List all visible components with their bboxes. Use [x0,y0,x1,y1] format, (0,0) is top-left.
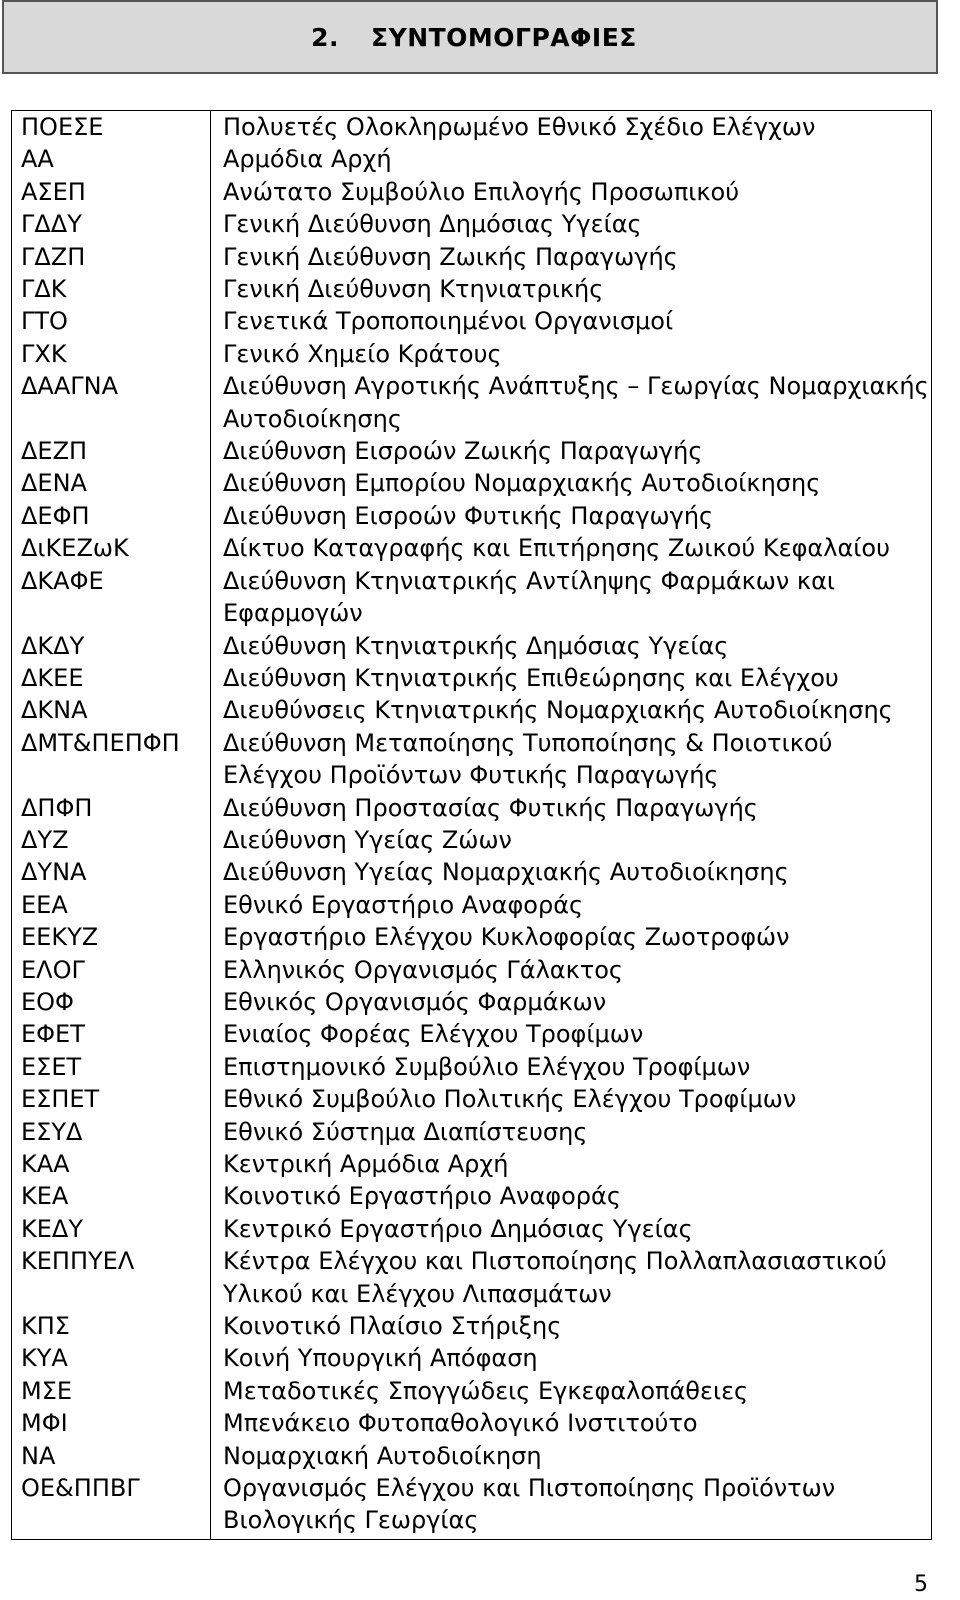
meaning-cell [211,1116,932,1148]
meaning-cell [211,500,932,532]
meaning-cell [211,273,932,305]
table-row [12,565,932,630]
abbreviation-text: ΑΑ [21,145,54,174]
meaning-text: Διεύθυνση Κτηνιατρικής Επιθεώρησης και Ελέγχου [223,663,839,692]
table-row [12,435,932,467]
table-row [12,1213,932,1245]
abbreviation-cell [12,338,211,370]
meaning-cell [211,1018,932,1050]
abbreviation-text: ΜΣΕ [21,1376,73,1405]
abbreviation-cell [12,305,211,337]
table-row [12,273,932,305]
meaning-text: Διεύθυνση Κτηνιατρικής Δημόσιας Υγείας [223,631,729,660]
meaning-text: Κοινοτικό Πλαίσιο Στήριξης [223,1312,562,1341]
meaning-cell [211,986,932,1018]
abbreviation-cell [12,727,211,792]
meaning-text: Διευθύνσεις Κτηνιατρικής Νομαρχιακής Αυτοδιοίκησης [223,696,893,725]
meaning-cell [211,1440,932,1472]
abbreviation-text: ΚΕΔΥ [21,1214,83,1243]
abbreviation-cell [12,565,211,630]
abbreviation-cell [12,889,211,921]
abbreviation-cell [12,1083,211,1115]
table-row [12,630,932,662]
table-row [12,500,932,532]
table-row [12,1245,932,1310]
meaning-cell [211,176,932,208]
meaning-text: Διεύθυνση Αγροτικής Ανάπτυξης – Γεωργίας Νομαρχιακής Αυτοδιοίκησης [223,372,929,433]
meaning-text: Διεύθυνση Υγείας Ζώων [223,825,512,854]
meaning-cell [211,370,932,435]
table-row [12,1375,932,1407]
table-row [12,954,932,986]
abbreviation-cell [12,694,211,726]
abbreviation-cell [12,176,211,208]
abbreviation-cell [12,856,211,888]
meaning-cell [211,1213,932,1245]
meaning-text: Εθνικό Συμβούλιο Πολιτικής Ελέγχου Τροφίμων [223,1085,797,1114]
meaning-cell [211,1083,932,1115]
table-row [12,856,932,888]
abbreviation-text: ΔΚΔΥ [21,631,85,660]
abbreviation-text: ΔΚΕΕ [21,663,84,692]
meaning-cell [211,241,932,273]
abbreviation-cell [12,208,211,240]
meaning-cell [211,856,932,888]
meaning-cell [211,111,932,144]
abbreviation-cell [12,1116,211,1148]
meaning-text: Κέντρα Ελέγχου και Πιστοποίησης Πολλαπλασιαστικού Υλικού και Ελέγχου Λιπασμάτων [223,1247,887,1308]
abbreviation-text: ΔΑΑΓΝΑ [21,372,118,401]
abbreviation-cell [12,1375,211,1407]
abbreviation-cell [12,1310,211,1342]
table-row [12,694,932,726]
table-row [12,1148,932,1180]
abbreviation-cell [12,1213,211,1245]
section-title: ΣΥΝΤΟΜΟΓΡΑΦΙΕΣ [371,22,637,52]
page-number: 5 [914,1572,928,1597]
abbreviation-cell [12,986,211,1018]
meaning-cell [211,435,932,467]
meaning-text: Διεύθυνση Εισροών Ζωικής Παραγωγής [223,437,703,466]
abbreviations-table-body [12,111,932,1540]
abbreviation-cell [12,1051,211,1083]
meaning-cell [211,889,932,921]
meaning-text: Εθνικός Οργανισμός Φαρμάκων [223,987,607,1016]
meaning-cell [211,954,932,986]
table-row [12,824,932,856]
meaning-cell [211,694,932,726]
abbreviation-cell [12,241,211,273]
abbreviation-text: ΓΔΖΠ [21,242,86,271]
meaning-cell [211,143,932,175]
meaning-text: Νομαρχιακή Αυτοδιοίκηση [223,1441,542,1470]
meaning-text: Διεύθυνση Μεταποίησης Τυποποίησης & Ποιοτικού Ελέγχου Προϊόντων Φυτικής Παραγωγής [223,728,833,790]
meaning-text: Αρμόδια Αρχή [223,145,392,174]
meaning-text: Γενική Διεύθυνση Κτηνιατρικής [223,275,604,304]
table-row [12,1440,932,1472]
meaning-text: Γενική Διεύθυνση Ζωικής Παραγωγής [223,242,678,271]
table-row [12,1018,932,1050]
abbreviations-table [11,110,932,1540]
meaning-text: Επιστημονικό Συμβούλιο Ελέγχου Τροφίμων [223,1052,751,1081]
abbreviation-text: ΕΣΕΤ [21,1052,82,1081]
abbreviation-text: ΚΕΑ [21,1182,69,1211]
meaning-cell [211,1148,932,1180]
abbreviation-text: ΚΠΣ [21,1312,70,1341]
meaning-text: Γενετικά Τροποποιημένοι Οργανισμοί [223,307,674,336]
table-row [12,532,932,564]
abbreviation-cell [12,921,211,953]
abbreviation-text: ΔΕΝΑ [21,469,87,498]
table-row [12,305,932,337]
abbreviation-cell [12,954,211,986]
abbreviation-cell [12,1342,211,1374]
meaning-text: Εθνικό Εργαστήριο Αναφοράς [223,890,584,919]
meaning-cell [211,1180,932,1212]
meaning-cell [211,662,932,694]
table-row [12,1310,932,1342]
abbreviation-cell [12,792,211,824]
meaning-cell [211,338,932,370]
meaning-text: Μπενάκειο Φυτοπαθολογικό Ινστιτούτο [223,1409,698,1438]
meaning-text: Κεντρική Αρμόδια Αρχή [223,1150,509,1178]
abbreviation-text: ΓΔΚ [21,275,67,304]
abbreviation-cell [12,1440,211,1472]
abbreviation-cell [12,1148,211,1180]
abbreviation-text: ΔΕΖΠ [21,437,88,466]
meaning-text: Μεταδοτικές Σπογγώδεις Εγκεφαλοπάθειες [223,1376,749,1405]
table-row [12,792,932,824]
meaning-text: Διεύθυνση Εισροών Φυτικής Παραγωγής [223,501,714,530]
table-row [12,143,932,175]
abbreviation-text: ΕΕΚΥΖ [21,923,99,952]
meaning-text: Ελληνικός Οργανισμός Γάλακτος [223,955,623,984]
table-row [12,1472,932,1539]
abbreviation-text: ΠΟΕΣΕ [21,113,104,141]
meaning-cell [211,305,932,337]
meaning-text: Εθνικό Σύστημα Διαπίστευσης [223,1117,588,1146]
abbreviation-text: ΟΕ&ΠΠΒΓ [21,1474,140,1503]
table-row [12,241,932,273]
meaning-cell [211,630,932,662]
meaning-cell [211,1342,932,1374]
abbreviation-cell [12,824,211,856]
abbreviation-text: ΔΥΝΑ [21,858,87,887]
abbreviation-text: ΝΑ [21,1441,56,1470]
abbreviation-cell [12,111,211,144]
table-row [12,176,932,208]
table-row [12,338,932,370]
meaning-cell [211,532,932,564]
abbreviation-text: ΓΧΚ [21,339,67,368]
table-row [12,1407,932,1439]
abbreviation-text: ΚΑΑ [21,1150,70,1178]
meaning-text: Διεύθυνση Προστασίας Φυτικής Παραγωγής [223,793,758,822]
meaning-cell [211,792,932,824]
meaning-cell [211,1051,932,1083]
abbreviation-cell [12,273,211,305]
abbreviation-text: ΔΚΑΦΕ [21,566,104,595]
meaning-text: Δίκτυο Καταγραφής και Επιτήρησης Ζωικού Κεφαλαίου [223,534,890,563]
section-heading [2,0,938,74]
meaning-cell [211,824,932,856]
table-row [12,1051,932,1083]
meaning-cell [211,1375,932,1407]
table-row [12,111,932,144]
meaning-cell [211,921,932,953]
abbreviation-text: ΔΥΖ [21,825,69,854]
abbreviation-text: ΕΣΠΕΤ [21,1085,100,1114]
section-heading-text [303,23,637,52]
abbreviation-cell [12,630,211,662]
meaning-cell [211,1472,932,1539]
abbreviation-cell [12,1472,211,1539]
meaning-cell [211,1245,932,1310]
table-row [12,921,932,953]
abbreviation-text: ΔΕΦΠ [21,501,90,530]
abbreviation-text: ΔιΚΕΖωΚ [21,534,129,563]
abbreviation-text: ΑΣΕΠ [21,177,86,206]
abbreviation-text: ΔΚΝΑ [21,696,88,725]
abbreviation-text: ΕΕΑ [21,890,68,919]
abbreviation-cell [12,532,211,564]
table-row [12,1342,932,1374]
meaning-text: Ανώτατο Συμβούλιο Επιλογής Προσωπικού [223,177,740,206]
table-row [12,1116,932,1148]
abbreviation-cell [12,1018,211,1050]
meaning-cell [211,467,932,499]
meaning-text: Κοινή Υπουργική Απόφαση [223,1344,538,1373]
abbreviation-text: ΓΤΟ [21,307,68,336]
meaning-text: Γενικό Χημείο Κράτους [223,339,502,368]
table-row [12,1083,932,1115]
abbreviation-cell [12,1245,211,1310]
meaning-text: Πολυετές Ολοκληρωμένο Εθνικό Σχέδιο Ελέγχων [223,113,816,141]
meaning-text: Εργαστήριο Ελέγχου Κυκλοφορίας Ζωοτροφών [223,923,790,952]
abbreviation-cell [12,467,211,499]
abbreviation-text: ΕΣΥΔ [21,1117,83,1146]
table-row [12,208,932,240]
meaning-cell [211,1407,932,1439]
abbreviation-cell [12,662,211,694]
abbreviation-text: ΚΥΑ [21,1344,68,1373]
abbreviation-cell [12,500,211,532]
abbreviation-text: ΕΦΕΤ [21,1020,85,1049]
abbreviation-text: ΜΦΙ [21,1409,68,1438]
abbreviation-text: ΚΕΠΠΥΕΛ [21,1247,135,1276]
abbreviation-text: ΓΔΔΥ [21,210,82,239]
table-row [12,1180,932,1212]
meaning-text: Οργανισμός Ελέγχου και Πιστοποίησης Προϊόντων Βιολογικής Γεωργίας [223,1474,836,1535]
abbreviation-cell [12,1407,211,1439]
table-row [12,986,932,1018]
abbreviation-cell [12,143,211,175]
table-row [12,889,932,921]
meaning-text: Διεύθυνση Υγείας Νομαρχιακής Αυτοδιοίκησης [223,858,789,887]
meaning-text: Κεντρικό Εργαστήριο Δημόσιας Υγείας [223,1214,693,1243]
abbreviation-cell [12,1180,211,1212]
meaning-text: Διεύθυνση Εμπορίου Νομαρχιακής Αυτοδιοίκησης [223,469,821,498]
section-number: 2. [311,22,340,52]
abbreviation-text: ΔΜΤ&ΠΕΠΦΠ [21,728,180,757]
abbreviation-text: ΔΠΦΠ [21,793,93,822]
abbreviation-cell [12,435,211,467]
table-row [12,662,932,694]
meaning-text: Ενιαίος Φορέας Ελέγχου Τροφίμων [223,1020,644,1049]
meaning-text: Διεύθυνση Κτηνιατρικής Αντίληψης Φαρμάκων και Εφαρμογών [223,566,836,628]
meaning-cell [211,565,932,630]
table-row [12,467,932,499]
meaning-cell [211,1310,932,1342]
abbreviation-text: ΕΛΟΓ [21,955,85,984]
table-row [12,727,932,792]
meaning-text: Γενική Διεύθυνση Δημόσιας Υγείας [223,210,642,239]
meaning-text: Κοινοτικό Εργαστήριο Αναφοράς [223,1182,621,1211]
abbreviation-cell [12,370,211,435]
meaning-cell [211,208,932,240]
meaning-cell [211,727,932,792]
abbreviation-text: ΕΟΦ [21,987,74,1016]
table-row [12,370,932,435]
